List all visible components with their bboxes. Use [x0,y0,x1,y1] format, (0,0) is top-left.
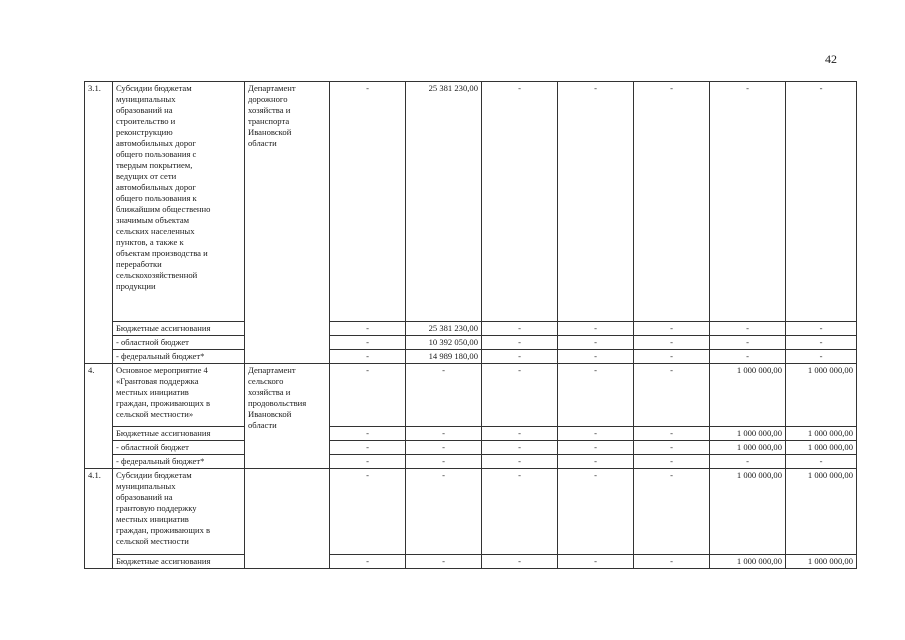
value-cell: - [558,469,634,555]
value-cell: - [558,322,634,336]
value-cell: 25 381 230,00 [406,322,482,336]
row-department: Департамент дорожного хозяйства и транспорта Ивановской области [245,82,330,364]
value-cell: - [482,336,558,350]
value-cell: - [330,350,406,364]
value-cell: - [634,469,710,555]
row-number: 4.1. [85,469,113,569]
value-cell: - [330,555,406,569]
value-cell: - [330,336,406,350]
value-cell: - [558,82,634,322]
subrow-label: Бюджетные ассигнования [113,322,245,336]
value-cell: - [330,455,406,469]
value-cell: - [558,350,634,364]
value-cell: 1 000 000,00 [786,427,857,441]
row-title: Субсидии бюджетам муниципальных образований на строительство и реконструкцию автомобильных дорог общего пользования с твердым покрытием, ведущих от сети автомобильных дорог общего пользования к ближайшим общественно значимым объектам сельских населенных пунктов, а также к объектам производства и переработки сельскохозяйственной продукции [113,82,245,322]
table-subrow [85,455,857,469]
row-number: 4. [85,364,113,469]
row-department: Департамент сельского хозяйства и продовольствия Ивановской области [245,364,330,469]
value-cell: - [786,455,857,469]
subrow-label: - федеральный бюджет* [113,350,245,364]
value-cell: 10 392 050,00 [406,336,482,350]
value-cell: - [330,469,406,555]
value-cell: - [330,322,406,336]
subrow-label: - федеральный бюджет* [113,455,245,469]
table-subrow [85,441,857,455]
value-cell: - [634,350,710,364]
subrow-label: Бюджетные ассигнования [113,427,245,441]
value-cell: - [482,82,558,322]
table-subrow [85,350,857,364]
value-cell: 14 989 180,00 [406,350,482,364]
budget-table-body [85,82,857,569]
table-row [85,364,857,427]
value-cell: - [406,441,482,455]
value-cell: - [482,555,558,569]
value-cell: - [406,427,482,441]
value-cell: - [558,336,634,350]
table-subrow [85,322,857,336]
value-cell: - [558,555,634,569]
value-cell: - [710,455,786,469]
value-cell: - [786,82,857,322]
value-cell: 1 000 000,00 [786,441,857,455]
value-cell: - [330,441,406,455]
value-cell: - [482,469,558,555]
value-cell: 1 000 000,00 [710,441,786,455]
value-cell: - [710,82,786,322]
value-cell: 1 000 000,00 [710,555,786,569]
value-cell: 1 000 000,00 [710,469,786,555]
value-cell: - [710,336,786,350]
value-cell: - [406,555,482,569]
table-subrow [85,555,857,569]
page-number: 42 [825,52,837,66]
subrow-label: Бюджетные ассигнования [113,555,245,569]
value-cell: - [634,455,710,469]
value-cell: - [634,364,710,427]
value-cell: - [634,82,710,322]
value-cell: - [482,441,558,455]
row-title: Основное мероприятие 4 «Грантовая поддержка местных инициатив граждан, проживающих в сельской местности» [113,364,245,427]
row-department [245,469,330,569]
value-cell: 25 381 230,00 [406,82,482,322]
value-cell: - [634,427,710,441]
value-cell: - [634,322,710,336]
value-cell: 1 000 000,00 [786,555,857,569]
value-cell: - [482,350,558,364]
table-subrow [85,336,857,350]
budget-table [84,81,857,569]
row-title: Субсидии бюджетам муниципальных образований на грантовую поддержку местных инициатив граждан, проживающих в сельской местности [113,469,245,555]
value-cell: - [710,322,786,336]
value-cell: - [634,336,710,350]
value-cell: 1 000 000,00 [710,427,786,441]
value-cell: - [330,427,406,441]
value-cell: - [710,350,786,364]
value-cell: - [330,364,406,427]
subrow-label: - областной бюджет [113,336,245,350]
value-cell: - [634,441,710,455]
value-cell: - [330,82,406,322]
value-cell: - [786,336,857,350]
value-cell: - [558,364,634,427]
value-cell: - [558,427,634,441]
value-cell: - [634,555,710,569]
value-cell: - [406,469,482,555]
table-row [85,82,857,322]
table-subrow [85,427,857,441]
value-cell: - [786,350,857,364]
value-cell: - [482,364,558,427]
row-number: 3.1. [85,82,113,364]
table-row [85,469,857,555]
value-cell: 1 000 000,00 [710,364,786,427]
value-cell: - [482,427,558,441]
value-cell: 1 000 000,00 [786,469,857,555]
subrow-label: - областной бюджет [113,441,245,455]
value-cell: - [482,322,558,336]
value-cell: - [406,455,482,469]
value-cell: - [406,364,482,427]
value-cell: - [558,441,634,455]
value-cell: - [786,322,857,336]
value-cell: 1 000 000,00 [786,364,857,427]
value-cell: - [482,455,558,469]
value-cell: - [558,455,634,469]
